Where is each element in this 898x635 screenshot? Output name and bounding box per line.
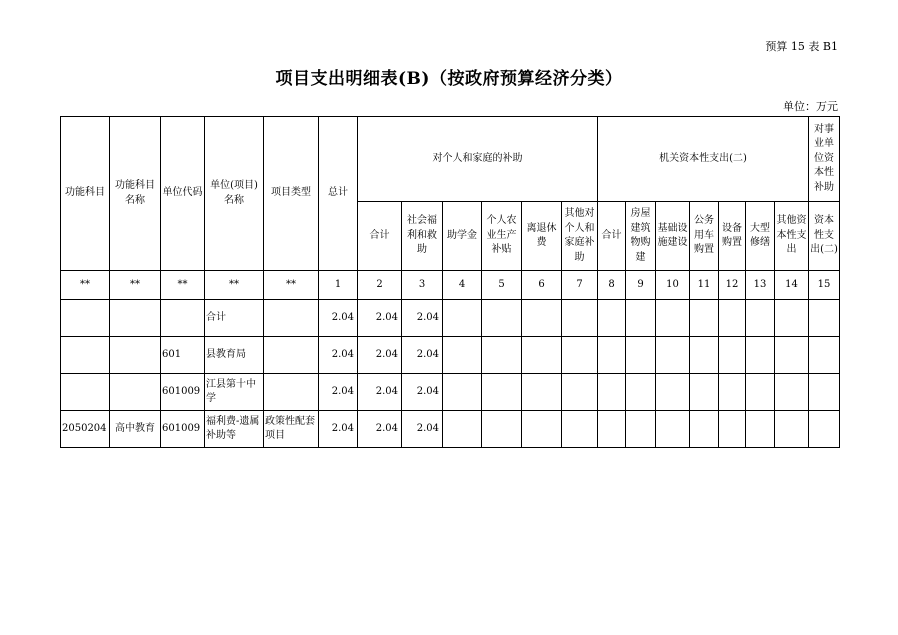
unit-code-cell: 601 bbox=[161, 337, 205, 374]
table-row bbox=[61, 300, 840, 337]
index-cell: ** bbox=[161, 271, 205, 300]
header-a-retire: 离退休费 bbox=[522, 202, 562, 271]
unit-name-cell: 江县第十中学 bbox=[205, 374, 264, 411]
header-group-capital-expenditure: 机关资本性支出(二) bbox=[598, 117, 809, 202]
index-cell: 1 bbox=[319, 271, 358, 300]
index-cell: ** bbox=[110, 271, 161, 300]
a-sum-cell: 2.04 bbox=[358, 337, 402, 374]
header-b-other: 其他资本性支出 bbox=[775, 202, 809, 271]
expenditure-table bbox=[60, 116, 840, 448]
func-name-cell bbox=[110, 300, 161, 337]
a-welfare-cell: 2.04 bbox=[402, 300, 443, 337]
header-func-code: 功能科目 bbox=[61, 117, 110, 271]
header-func-name: 功能科目名称 bbox=[110, 117, 161, 271]
index-cell: 10 bbox=[656, 271, 690, 300]
index-cell: 3 bbox=[402, 271, 443, 300]
header-b-infra: 基础设施建设 bbox=[656, 202, 690, 271]
form-code: 预算 15 表 B1 bbox=[765, 40, 838, 53]
func-code-cell bbox=[61, 374, 110, 411]
header-a-agri: 个人农业生产补贴 bbox=[482, 202, 522, 271]
total-cell: 2.04 bbox=[319, 411, 358, 448]
unit-name-cell: 福利费-遗属补助等 bbox=[205, 411, 264, 448]
func-name-cell: 高中教育 bbox=[110, 411, 161, 448]
a-welfare-cell: 2.04 bbox=[402, 411, 443, 448]
project-type-cell bbox=[264, 374, 319, 411]
unit-label: 单位：万元 bbox=[783, 100, 838, 113]
header-total: 总计 bbox=[319, 117, 358, 271]
header-a-sum: 合计 bbox=[358, 202, 402, 271]
index-cell: 2 bbox=[358, 271, 402, 300]
header-b-sum: 合计 bbox=[598, 202, 626, 271]
func-code-cell: 2050204 bbox=[61, 411, 110, 448]
index-row bbox=[61, 271, 840, 300]
header-b-house: 房屋建筑物购建 bbox=[626, 202, 656, 271]
header-a-grant: 助学金 bbox=[443, 202, 482, 271]
index-cell: ** bbox=[205, 271, 264, 300]
header-b-car: 公务用车购置 bbox=[690, 202, 719, 271]
header-unit-name: 单位(项目)名称 bbox=[205, 117, 264, 271]
index-cell: 15 bbox=[809, 271, 840, 300]
table-row bbox=[61, 411, 840, 448]
unit-name-cell: 县教育局 bbox=[205, 337, 264, 374]
index-cell: 12 bbox=[719, 271, 746, 300]
func-code-cell bbox=[61, 300, 110, 337]
header-group-personal-subsidy: 对个人和家庭的补助 bbox=[358, 117, 598, 202]
index-cell: ** bbox=[61, 271, 110, 300]
func-name-cell bbox=[110, 337, 161, 374]
index-cell: ** bbox=[264, 271, 319, 300]
header-a-welfare: 社会福利和救助 bbox=[402, 202, 443, 271]
header-group-institution-capital: 对事业单位资本性补助 bbox=[809, 117, 840, 202]
index-cell: 4 bbox=[443, 271, 482, 300]
header-project-type: 项目类型 bbox=[264, 117, 319, 271]
unit-name-cell: 合计 bbox=[205, 300, 264, 337]
unit-code-cell bbox=[161, 300, 205, 337]
header-unit-code: 单位代码 bbox=[161, 117, 205, 271]
total-cell: 2.04 bbox=[319, 374, 358, 411]
a-welfare-cell: 2.04 bbox=[402, 337, 443, 374]
index-cell: 14 bbox=[775, 271, 809, 300]
a-welfare-cell: 2.04 bbox=[402, 374, 443, 411]
a-sum-cell: 2.04 bbox=[358, 300, 402, 337]
index-cell: 9 bbox=[626, 271, 656, 300]
header-c-capital: 资本性支出(二) bbox=[809, 202, 840, 271]
header-b-repair: 大型修缮 bbox=[746, 202, 775, 271]
index-cell: 6 bbox=[522, 271, 562, 300]
index-cell: 5 bbox=[482, 271, 522, 300]
total-cell: 2.04 bbox=[319, 300, 358, 337]
func-name-cell bbox=[110, 374, 161, 411]
project-type-cell bbox=[264, 300, 319, 337]
header-a-other: 其他对个人和家庭补助 bbox=[562, 202, 598, 271]
table-row bbox=[61, 337, 840, 374]
project-type-cell: 政策性配套项目 bbox=[264, 411, 319, 448]
table-row bbox=[61, 374, 840, 411]
a-sum-cell: 2.04 bbox=[358, 411, 402, 448]
unit-code-cell: 601009 bbox=[161, 374, 205, 411]
total-cell: 2.04 bbox=[319, 337, 358, 374]
index-cell: 11 bbox=[690, 271, 719, 300]
project-type-cell bbox=[264, 337, 319, 374]
func-code-cell bbox=[61, 337, 110, 374]
a-sum-cell: 2.04 bbox=[358, 374, 402, 411]
header-b-equip: 设备购置 bbox=[719, 202, 746, 271]
index-cell: 13 bbox=[746, 271, 775, 300]
unit-code-cell: 601009 bbox=[161, 411, 205, 448]
index-cell: 7 bbox=[562, 271, 598, 300]
page-title: 项目支出明细表(B)（按政府预算经济分类） bbox=[275, 69, 623, 89]
index-cell: 8 bbox=[598, 271, 626, 300]
